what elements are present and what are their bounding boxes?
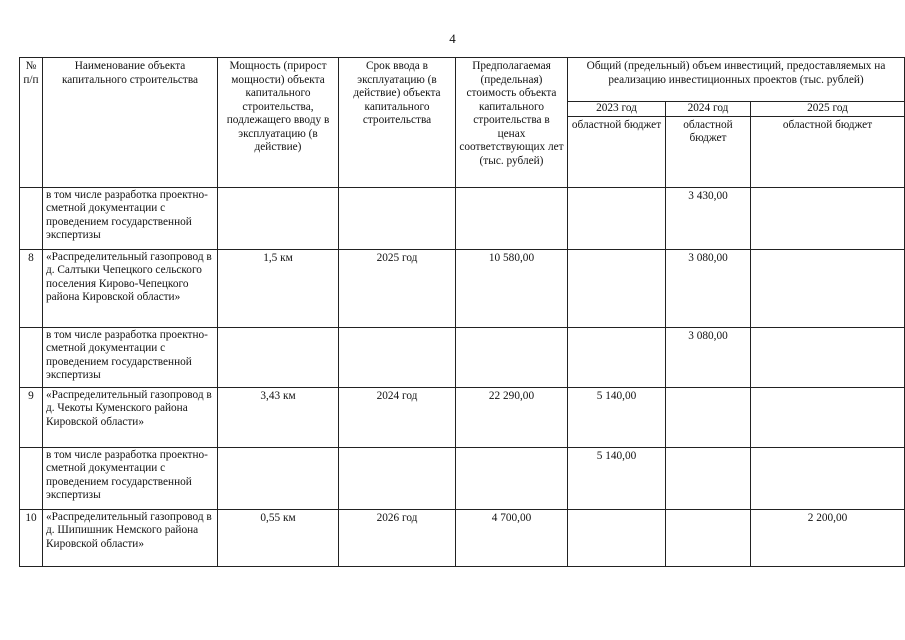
cost-cell xyxy=(456,327,568,387)
investment-2024-cell: 3 080,00 xyxy=(666,327,751,387)
investment-2025-cell xyxy=(751,387,905,447)
row-number: 8 xyxy=(20,249,43,327)
row-number: 9 xyxy=(20,387,43,447)
investment-2025-cell xyxy=(751,447,905,509)
capacity-cell: 1,5 км xyxy=(218,249,339,327)
term-cell xyxy=(339,447,456,509)
header-budget-2024: областной бюджет xyxy=(666,116,751,187)
table-row xyxy=(20,447,905,509)
table-row xyxy=(20,509,905,566)
object-name: «Распределительный газопровод в д. Шипишник Немского района Кировской области» xyxy=(43,509,218,566)
header-capacity: Мощность (прирост мощности) объекта капитального строительства, подлежащего вводу в эксплуатацию (в действие) xyxy=(218,58,339,188)
investment-2024-cell: 3 430,00 xyxy=(666,187,751,249)
investment-2024-cell xyxy=(666,387,751,447)
investment-2025-cell: 2 200,00 xyxy=(751,509,905,566)
investment-2024-cell xyxy=(666,509,751,566)
term-cell: 2024 год xyxy=(339,387,456,447)
table-row xyxy=(20,249,905,327)
capacity-cell: 3,43 км xyxy=(218,387,339,447)
header-year-2023: 2023 год xyxy=(568,102,666,117)
header-name: Наименование объекта капитального строительства xyxy=(43,58,218,188)
row-number: 10 xyxy=(20,509,43,566)
term-cell: 2026 год xyxy=(339,509,456,566)
investment-2023-cell xyxy=(568,249,666,327)
term-cell: 2025 год xyxy=(339,249,456,327)
cost-cell: 22 290,00 xyxy=(456,387,568,447)
capacity-cell xyxy=(218,447,339,509)
term-cell xyxy=(339,327,456,387)
header-year-2024: 2024 год xyxy=(666,102,751,117)
investment-2023-cell: 5 140,00 xyxy=(568,387,666,447)
row-number xyxy=(20,187,43,249)
investment-2024-cell: 3 080,00 xyxy=(666,249,751,327)
investment-table xyxy=(19,57,905,567)
header-term: Срок ввода в эксплуатацию (в действие) объекта капитального строительства xyxy=(339,58,456,188)
object-name: «Распределительный газопровод в д. Салтыки Чепецкого сельского поселения Кирово-Чепецкого района Кировской области» xyxy=(43,249,218,327)
term-cell xyxy=(339,187,456,249)
investment-2023-cell xyxy=(568,187,666,249)
investment-2023-cell: 5 140,00 xyxy=(568,447,666,509)
header-cost: Предполагаемая (предельная) стоимость объекта капитального строительства в ценах соответствующих лет (тыс. рублей) xyxy=(456,58,568,188)
cost-cell xyxy=(456,187,568,249)
table-row xyxy=(20,327,905,387)
cost-cell: 4 700,00 xyxy=(456,509,568,566)
header-budget-2023: областной бюджет xyxy=(568,116,666,187)
header-no: № п/п xyxy=(20,58,43,188)
capacity-cell xyxy=(218,187,339,249)
investment-2023-cell xyxy=(568,327,666,387)
page-number: 4 xyxy=(449,31,456,46)
object-name: «Распределительный газопровод в д. Чекоты Куменского района Кировской области» xyxy=(43,387,218,447)
capacity-cell xyxy=(218,327,339,387)
header-investment: Общий (предельный) объем инвестиций, предоставляемых на реализацию инвестиционных проектов (тыс. рублей) xyxy=(568,58,905,102)
table-row xyxy=(20,387,905,447)
cost-cell: 10 580,00 xyxy=(456,249,568,327)
header-budget-2025: областной бюджет xyxy=(751,116,905,187)
row-number xyxy=(20,327,43,387)
row-number xyxy=(20,447,43,509)
investment-2024-cell xyxy=(666,447,751,509)
investment-2025-cell xyxy=(751,327,905,387)
header-year-2025: 2025 год xyxy=(751,102,905,117)
cost-cell xyxy=(456,447,568,509)
investment-2023-cell xyxy=(568,509,666,566)
table-row xyxy=(20,187,905,249)
investment-2025-cell xyxy=(751,187,905,249)
investment-2025-cell xyxy=(751,249,905,327)
capacity-cell: 0,55 км xyxy=(218,509,339,566)
object-name: в том числе разработка проектно-сметной документации с проведением государственной экспертизы xyxy=(43,327,218,387)
object-name: в том числе разработка проектно-сметной документации с проведением государственной экспертизы xyxy=(43,187,218,249)
object-name: в том числе разработка проектно-сметной документации с проведением государственной экспертизы xyxy=(43,447,218,509)
